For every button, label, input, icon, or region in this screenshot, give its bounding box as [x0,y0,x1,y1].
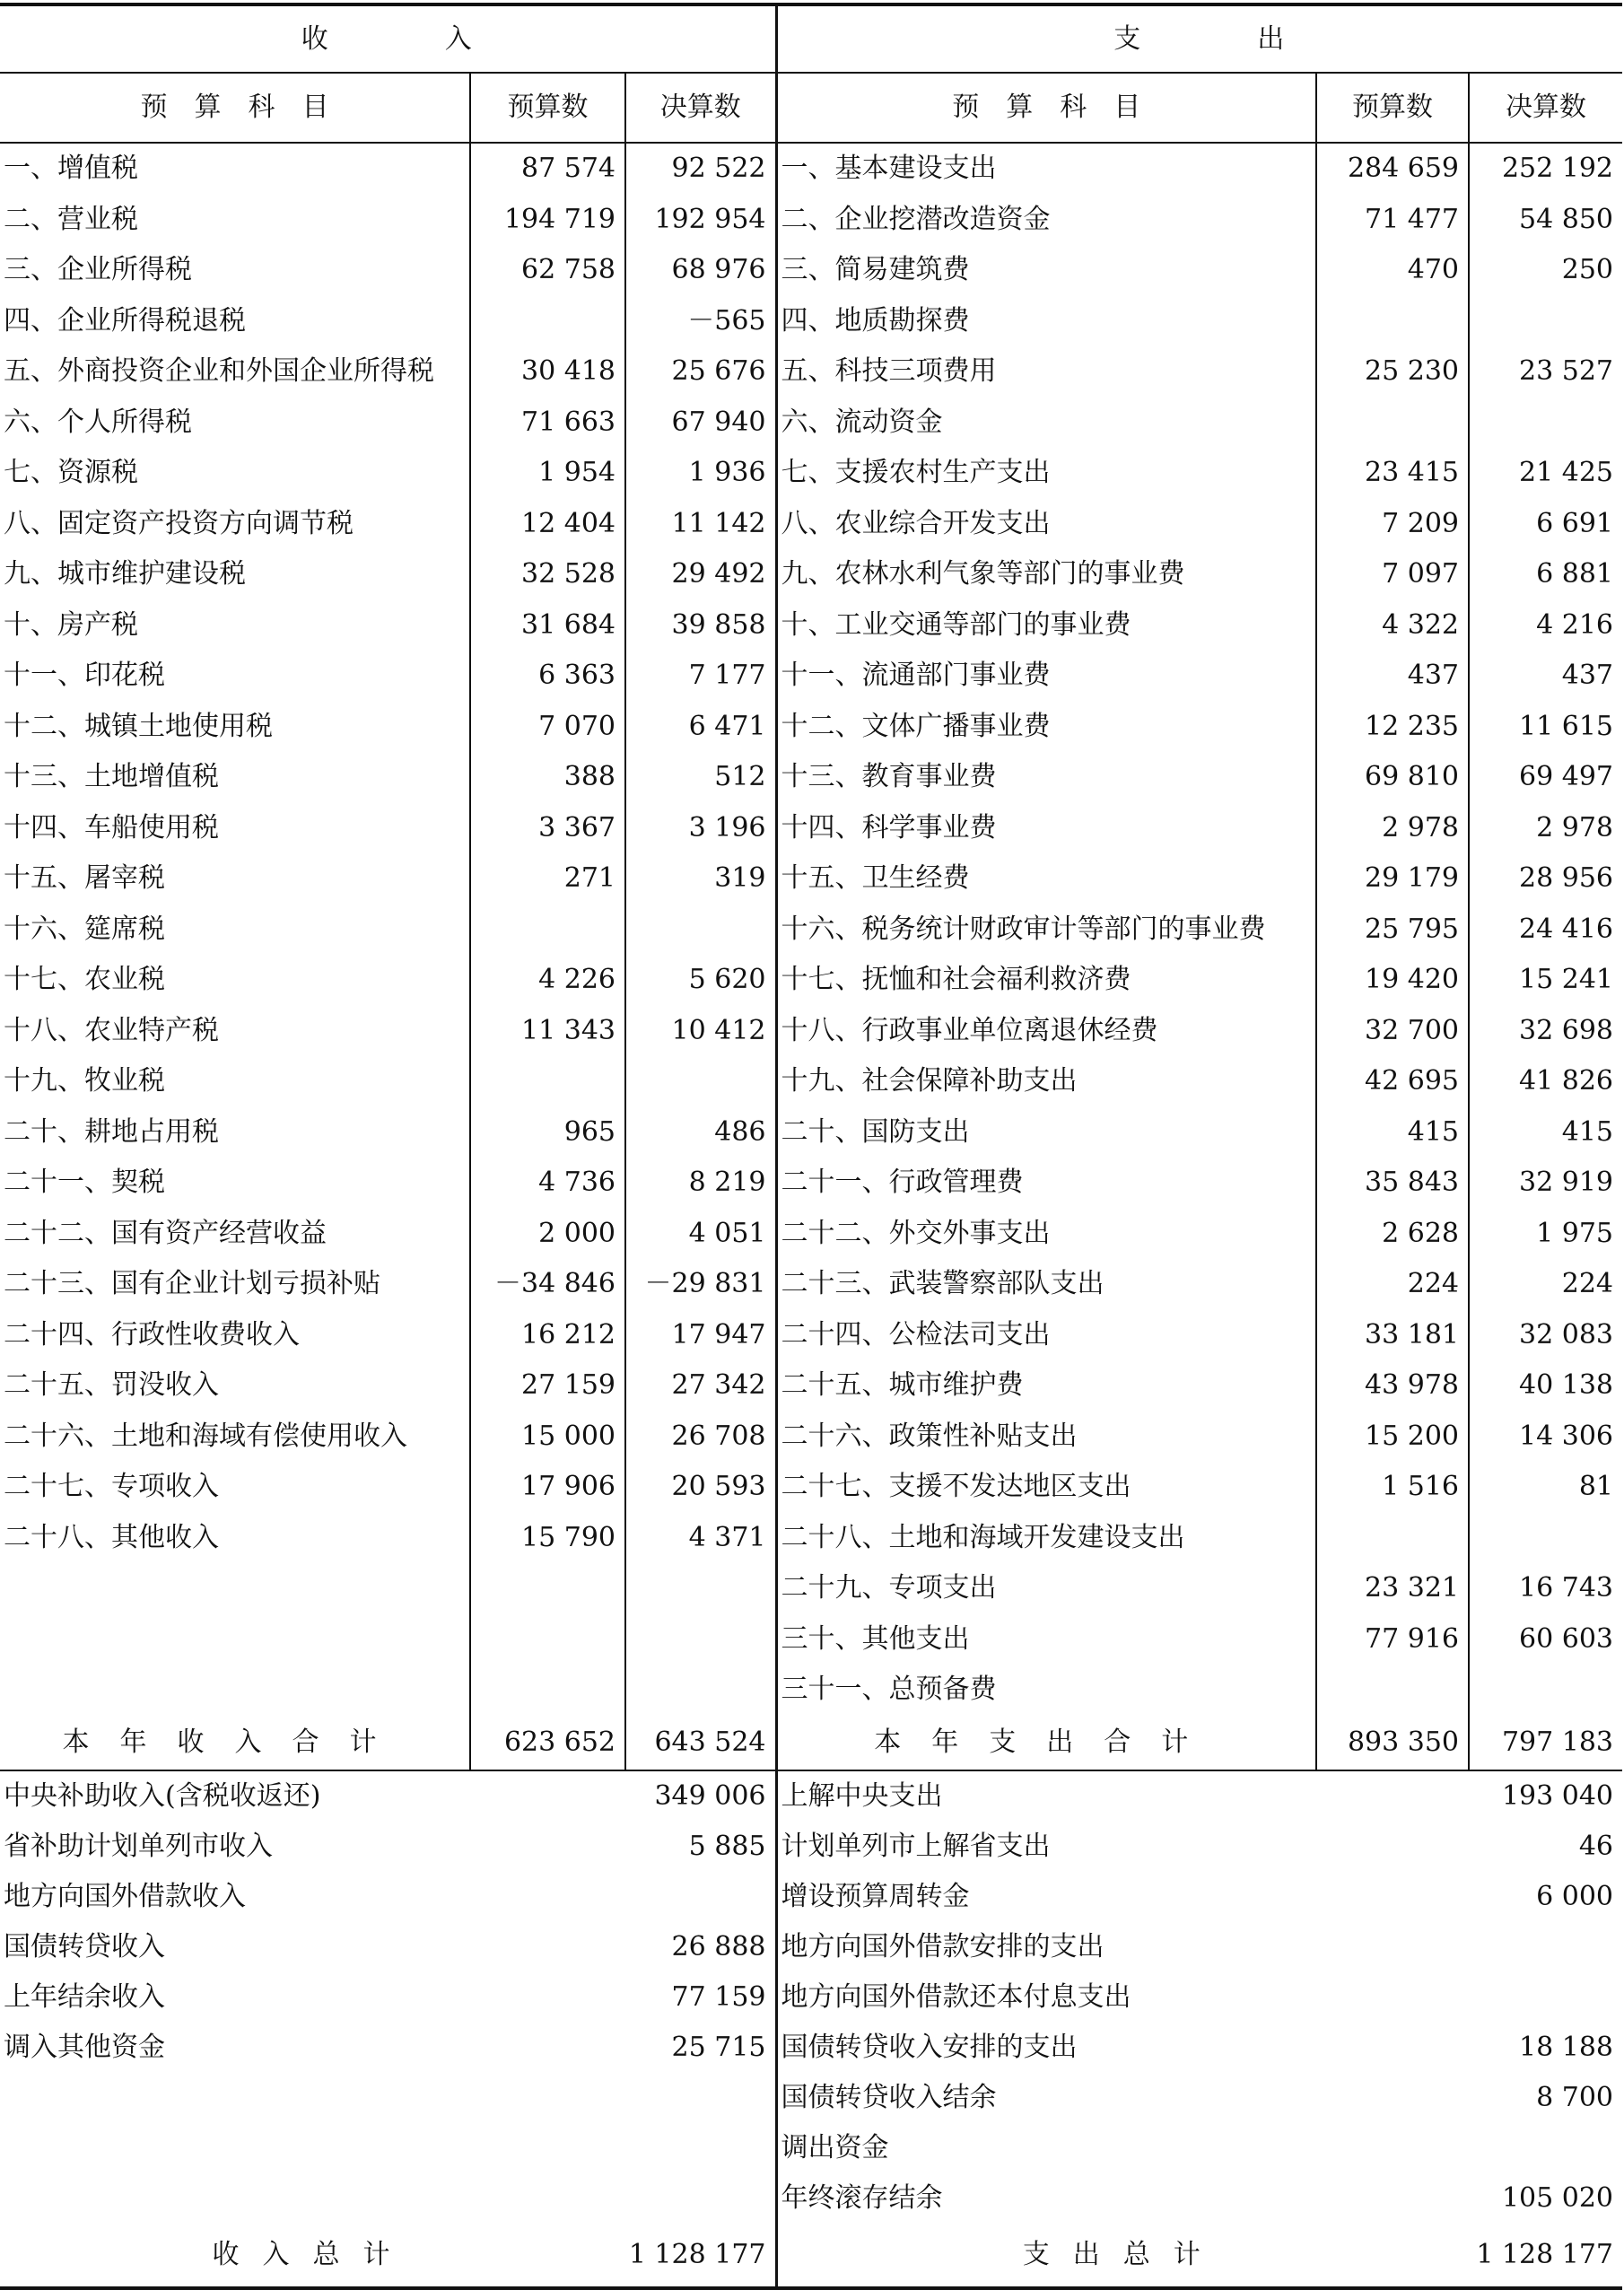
table-row [0,1462,1622,1513]
table-row [0,1209,1622,1260]
expenditure-item-name: 六、流动资金 [776,398,1316,449]
income-budget-value: 4 736 [470,1158,625,1209]
expenditure-item-name: 二十八、土地和海域开发建设支出 [776,1513,1316,1564]
expenditure-item-name: 一、基本建设支出 [776,143,1316,195]
expenditure-transfer-value [1469,2123,1622,2173]
expenditure-annual-total-final: 797 183 [1469,1716,1622,1770]
income-final-value [625,905,776,956]
expenditure-budget-value: 42 695 [1316,1056,1469,1107]
expenditure-transfer-value [1469,1922,1622,1972]
income-grand-total-label: 收入总计 [0,2224,625,2288]
expenditure-final-value: 41 826 [1469,1056,1622,1107]
table-row [0,702,1622,753]
expenditure-item-name: 三十、其他支出 [776,1614,1316,1665]
expenditure-budget-value: 23 415 [1316,448,1469,499]
expenditure-final-value: 250 [1469,245,1622,296]
income-item-name: 二十八、其他收入 [4,1521,219,1553]
expenditure-final-value [1469,398,1622,449]
income-budget-value [470,1563,625,1614]
expenditure-transfer-value [1469,1972,1622,2023]
income-item-name: 二、营业税 [4,203,138,235]
income-budget-value: 7 070 [470,702,625,753]
table-row [0,1563,1622,1614]
income-transfer-value [625,2123,776,2173]
income-transfer-name: 调入其他资金 [4,2031,165,2063]
expenditure-final-value: 252 192 [1469,143,1622,195]
income-item-name: 三、企业所得税 [4,254,192,286]
income-item-name: 四、企业所得税退税 [4,304,246,337]
income-final-value: 3 196 [625,803,776,854]
income-budget-header: 预算数 [470,73,625,143]
table-row [0,1259,1622,1310]
table-body [0,4,1622,2288]
income-item-name: 二十四、行政性收费收入 [4,1318,300,1350]
transfer-row [0,2173,1622,2224]
income-budget-value: 87 574 [470,143,625,195]
income-item-name: 五、外商投资企业和外国企业所得税 [4,355,434,388]
table-row [0,1310,1622,1361]
income-final-value: 192 954 [625,195,776,246]
expenditure-item-name: 二十四、公检法司支出 [776,1310,1316,1361]
income-item-name: 二十七、专项收入 [4,1471,219,1503]
transfer-row [0,2073,1622,2123]
expenditure-grand-total-label: 支出总计 [776,2224,1469,2288]
expenditure-budget-value: 32 700 [1316,1006,1469,1057]
income-item-name: 六、个人所得税 [4,406,192,438]
expenditure-budget-value [1316,398,1469,449]
table-row [0,448,1622,499]
expenditure-budget-value: 77 916 [1316,1614,1469,1665]
expenditure-budget-value: 33 181 [1316,1310,1469,1361]
annual-total-row [0,1716,1622,1770]
income-final-value: 486 [625,1107,776,1158]
expenditure-final-value: 28 956 [1469,853,1622,905]
expenditure-item-name: 二十五、城市维护费 [776,1360,1316,1412]
expenditure-budget-value: 2 978 [1316,803,1469,854]
income-final-value: －29 831 [625,1259,776,1310]
expenditure-final-value: 69 497 [1469,752,1622,803]
expenditure-item-name: 八、农业综合开发支出 [776,499,1316,550]
expenditure-transfer-name: 计划单列市上解省支出 [776,1822,1469,1872]
income-final-value: 27 342 [625,1360,776,1412]
table-row [0,499,1622,550]
income-final-value: 512 [625,752,776,803]
expenditure-annual-total-label: 本年支出合计 [776,1716,1316,1770]
expenditure-final-value: 81 [1469,1462,1622,1513]
income-final-value: 67 940 [625,398,776,449]
income-transfer-name: 上年结余收入 [4,1980,165,2013]
income-item-name: 十一、印花税 [4,660,165,692]
expenditure-budget-header: 预算数 [1316,73,1469,143]
expenditure-final-value: 224 [1469,1259,1622,1310]
expenditure-transfer-name: 调出资金 [776,2123,1469,2173]
expenditure-budget-value: 69 810 [1316,752,1469,803]
expenditure-final-value: 32 083 [1469,1310,1622,1361]
expenditure-item-header: 预 算 科 目 [776,73,1316,143]
income-item-name: 十七、农业税 [4,964,165,996]
income-final-value: 10 412 [625,1006,776,1057]
income-item-name: 十四、车船使用税 [4,811,219,843]
income-budget-value: 3 367 [470,803,625,854]
income-item-name: 二十六、土地和海域有偿使用收入 [4,1420,407,1452]
income-final-value: 17 947 [625,1310,776,1361]
income-transfer-name: 国债转贷收入 [4,1930,165,1962]
expenditure-final-header: 决算数 [1469,73,1622,143]
table-row [0,1107,1622,1158]
income-transfer-name: 地方向国外借款收入 [4,1880,246,1912]
income-item-name: 十六、筵席税 [4,913,165,945]
expenditure-transfer-value: 193 040 [1501,1779,1613,1812]
income-final-value: 1 936 [625,448,776,499]
expenditure-final-value: 21 425 [1469,448,1622,499]
income-item-name: 一、增值税 [4,153,138,185]
income-final-value: 68 976 [625,245,776,296]
expenditure-item-name: 七、支援农村生产支出 [776,448,1316,499]
table-row [0,1056,1622,1107]
income-transfer-name [0,2123,625,2173]
table-row [0,549,1622,600]
income-item-name [0,1614,470,1665]
income-budget-value: 15 790 [470,1513,625,1564]
table-row [0,1513,1622,1564]
expenditure-budget-value: 12 235 [1316,702,1469,753]
income-budget-value: 6 363 [470,651,625,702]
income-item-name: 十八、农业特产税 [4,1014,219,1046]
income-annual-total-label: 本年收入合计 [0,1716,470,1770]
budget-final-accounts-table [0,3,1622,2290]
income-final-value: 4 371 [625,1513,776,1564]
income-budget-value: 17 906 [470,1462,625,1513]
grand-total-row [0,2224,1622,2288]
income-budget-value: 62 758 [470,245,625,296]
expenditure-final-value: 15 241 [1469,955,1622,1006]
column-header-row [0,73,1622,143]
expenditure-item-name: 十六、税务统计财政审计等部门的事业费 [776,905,1316,956]
income-final-value: 4 051 [625,1209,776,1260]
expenditure-item-name: 三、简易建筑费 [776,245,1316,296]
income-budget-value: 271 [470,853,625,905]
table-row [0,752,1622,803]
table-row [0,346,1622,398]
expenditure-budget-value: 415 [1316,1107,1469,1158]
table-row [0,296,1622,347]
expenditure-item-name: 十、工业交通等部门的事业费 [776,600,1316,651]
expenditure-transfer-name: 增设预算周转金 [776,1872,1469,1922]
income-item-name: 九、城市维护建设税 [4,558,246,590]
expenditure-item-name: 二、企业挖潜改造资金 [776,195,1316,246]
expenditure-budget-value: 7 097 [1316,549,1469,600]
transfer-row [0,2123,1622,2173]
expenditure-budget-value: 1 516 [1316,1462,1469,1513]
income-item-name: 七、资源税 [4,457,138,489]
income-item-name [0,1563,470,1614]
income-budget-value [470,296,625,347]
expenditure-transfer-name: 国债转贷收入安排的支出 [776,2023,1469,2073]
expenditure-final-value: 4 216 [1469,600,1622,651]
income-transfer-name [0,2073,625,2123]
income-final-value: 26 708 [625,1412,776,1463]
income-final-value: 8 219 [625,1158,776,1209]
expenditure-transfer-value: 18 188 [1519,2031,1613,2063]
expenditure-budget-value: 23 321 [1316,1563,1469,1614]
expenditure-transfer-name: 国债转贷收入结余 [776,2073,1469,2123]
expenditure-final-value: 6 881 [1469,549,1622,600]
table-row [0,1614,1622,1665]
transfer-row [0,1872,1622,1922]
expenditure-budget-value: 4 322 [1316,600,1469,651]
expenditure-final-value: 2 978 [1469,803,1622,854]
income-final-value: 5 620 [625,955,776,1006]
expenditure-section-title: 支 出 [776,4,1622,73]
income-item-name: 二十一、契税 [4,1167,165,1199]
income-transfer-name: 省补助计划单列市收入 [4,1830,273,1862]
income-transfer-value: 26 888 [671,1930,766,1962]
table-row [0,1360,1622,1412]
income-item-name: 二十五、罚没收入 [4,1369,219,1402]
income-final-value: 20 593 [625,1462,776,1513]
income-final-value: 11 142 [625,499,776,550]
expenditure-item-name: 九、农林水利气象等部门的事业费 [776,549,1316,600]
expenditure-budget-value: 35 843 [1316,1158,1469,1209]
income-budget-value: 16 212 [470,1310,625,1361]
income-budget-value: 30 418 [470,346,625,398]
income-transfer-value [625,2073,776,2123]
income-item-name: 二十三、国有企业计划亏损补贴 [4,1268,380,1300]
expenditure-budget-value: 19 420 [1316,955,1469,1006]
expenditure-final-value: 32 919 [1469,1158,1622,1209]
expenditure-item-name: 二十三、武装警察部队支出 [776,1259,1316,1310]
income-transfer-name: 中央补助收入(含税收返还) [4,1779,321,1812]
income-budget-value: 388 [470,752,625,803]
transfer-row [0,1922,1622,1972]
expenditure-transfer-value: 46 [1578,1830,1613,1862]
expenditure-item-name: 三十一、总预备费 [776,1665,1316,1716]
expenditure-final-value: 14 306 [1469,1412,1622,1463]
table-row [0,1412,1622,1463]
income-item-header: 预 算 科 目 [0,73,470,143]
expenditure-budget-value [1316,1665,1469,1716]
income-final-value [625,1665,776,1716]
expenditure-final-value: 23 527 [1469,346,1622,398]
expenditure-budget-value: 71 477 [1316,195,1469,246]
income-budget-value: 15 000 [470,1412,625,1463]
income-transfer-value [625,2173,776,2224]
expenditure-final-value: 415 [1469,1107,1622,1158]
expenditure-item-name: 十七、抚恤和社会福利救济费 [776,955,1316,1006]
income-transfer-value: 77 159 [671,1980,766,2013]
expenditure-transfer-value: 8 700 [1536,2081,1613,2113]
transfer-row [0,2023,1622,2073]
income-annual-total-budget: 623 652 [470,1716,625,1770]
income-final-value: 39 858 [625,600,776,651]
table-row [0,1158,1622,1209]
table-row [0,803,1622,854]
expenditure-transfer-value: 105 020 [1501,2181,1613,2214]
expenditure-item-name: 二十七、支援不发达地区支出 [776,1462,1316,1513]
table-row [0,905,1622,956]
income-final-value: 92 522 [625,143,776,195]
expenditure-item-name: 二十一、行政管理费 [776,1158,1316,1209]
expenditure-final-value: 11 615 [1469,702,1622,753]
income-item-name: 十二、城镇土地使用税 [4,710,273,742]
expenditure-final-value: 1 975 [1469,1209,1622,1260]
expenditure-transfer-name: 地方向国外借款安排的支出 [776,1922,1469,1972]
expenditure-final-value [1469,1513,1622,1564]
expenditure-item-name: 十二、文体广播事业费 [776,702,1316,753]
income-item-name: 十三、土地增值税 [4,761,219,793]
income-final-value [625,1614,776,1665]
section-header-row [0,4,1622,73]
table-row [0,651,1622,702]
table-row [0,600,1622,651]
expenditure-item-name: 十三、教育事业费 [776,752,1316,803]
income-final-value: 25 676 [625,346,776,398]
income-budget-value [470,905,625,956]
expenditure-budget-value: 7 209 [1316,499,1469,550]
expenditure-final-value: 437 [1469,651,1622,702]
income-budget-value: 27 159 [470,1360,625,1412]
expenditure-final-value: 40 138 [1469,1360,1622,1412]
income-final-value: －565 [625,296,776,347]
income-budget-value: 194 719 [470,195,625,246]
income-budget-value: 31 684 [470,600,625,651]
income-final-value: 6 471 [625,702,776,753]
income-budget-value: 4 226 [470,955,625,1006]
expenditure-transfer-name: 年终滚存结余 [776,2173,1469,2224]
income-item-name: 八、固定资产投资方向调节税 [4,507,354,539]
income-final-value [625,1563,776,1614]
expenditure-final-value [1469,296,1622,347]
table-row [0,955,1622,1006]
expenditure-item-name: 二十、国防支出 [776,1107,1316,1158]
income-final-value [625,1056,776,1107]
expenditure-final-value: 54 850 [1469,195,1622,246]
income-transfer-value: 349 006 [654,1779,766,1812]
income-transfer-value: 5 885 [688,1830,766,1862]
expenditure-budget-value: 470 [1316,245,1469,296]
income-annual-total-final: 643 524 [625,1716,776,1770]
expenditure-item-name: 二十二、外交外事支出 [776,1209,1316,1260]
income-final-value: 319 [625,853,776,905]
expenditure-item-name: 二十九、专项支出 [776,1563,1316,1614]
income-final-value: 29 492 [625,549,776,600]
income-item-name: 十、房产税 [4,608,138,641]
income-grand-total-value: 1 128 177 [625,2224,776,2288]
expenditure-final-value: 60 603 [1469,1614,1622,1665]
expenditure-budget-value [1316,296,1469,347]
expenditure-final-value: 6 691 [1469,499,1622,550]
transfer-row [0,1972,1622,2023]
table-row [0,853,1622,905]
income-budget-value: 11 343 [470,1006,625,1057]
income-budget-value: 71 663 [470,398,625,449]
income-item-name: 十九、牧业税 [4,1065,165,1097]
income-budget-value [470,1665,625,1716]
expenditure-budget-value: 437 [1316,651,1469,702]
expenditure-item-name: 十五、卫生经费 [776,853,1316,905]
expenditure-annual-total-budget: 893 350 [1316,1716,1469,1770]
income-final-value: 7 177 [625,651,776,702]
expenditure-item-name: 二十六、政策性补贴支出 [776,1412,1316,1463]
income-item-name [0,1665,470,1716]
income-budget-value: －34 846 [470,1259,625,1310]
income-item-name: 二十、耕地占用税 [4,1115,219,1148]
expenditure-budget-value: 29 179 [1316,853,1469,905]
expenditure-final-value: 32 698 [1469,1006,1622,1057]
transfer-row [0,1822,1622,1872]
income-budget-value [470,1056,625,1107]
expenditure-final-value [1469,1665,1622,1716]
income-budget-value: 2 000 [470,1209,625,1260]
expenditure-final-value: 24 416 [1469,905,1622,956]
expenditure-budget-value [1316,1513,1469,1564]
expenditure-item-name: 十一、流通部门事业费 [776,651,1316,702]
expenditure-grand-total-value: 1 128 177 [1469,2224,1622,2288]
income-budget-value: 32 528 [470,549,625,600]
expenditure-item-name: 十八、行政事业单位离退休经费 [776,1006,1316,1057]
table-row [0,195,1622,246]
expenditure-item-name: 十九、社会保障补助支出 [776,1056,1316,1107]
income-final-header: 决算数 [625,73,776,143]
expenditure-transfer-name: 地方向国外借款还本付息支出 [776,1972,1469,2023]
expenditure-transfer-value: 6 000 [1536,1880,1613,1912]
expenditure-item-name: 五、科技三项费用 [776,346,1316,398]
income-transfer-name [0,2173,625,2224]
income-budget-value: 12 404 [470,499,625,550]
income-item-name: 二十二、国有资产经营收益 [4,1217,327,1249]
table-row [0,143,1622,195]
expenditure-budget-value: 25 795 [1316,905,1469,956]
income-budget-value [470,1614,625,1665]
expenditure-budget-value: 43 978 [1316,1360,1469,1412]
expenditure-item-name: 十四、科学事业费 [776,803,1316,854]
expenditure-budget-value: 284 659 [1316,143,1469,195]
table-row [0,398,1622,449]
expenditure-final-value: 16 743 [1469,1563,1622,1614]
table-row [0,1006,1622,1057]
income-item-name: 十五、屠宰税 [4,862,165,895]
income-transfer-value: 25 715 [671,2031,766,2063]
expenditure-item-name: 四、地质勘探费 [776,296,1316,347]
transfer-row [0,1770,1622,1822]
income-transfer-value [625,1872,776,1922]
table-row [0,1665,1622,1716]
expenditure-budget-value: 25 230 [1316,346,1469,398]
income-budget-value: 965 [470,1107,625,1158]
expenditure-budget-value: 224 [1316,1259,1469,1310]
income-section-title: 收 入 [0,4,776,73]
table-row [0,245,1622,296]
income-budget-value: 1 954 [470,448,625,499]
expenditure-transfer-name: 上解中央支出 [776,1770,1469,1822]
expenditure-budget-value: 15 200 [1316,1412,1469,1463]
expenditure-budget-value: 2 628 [1316,1209,1469,1260]
